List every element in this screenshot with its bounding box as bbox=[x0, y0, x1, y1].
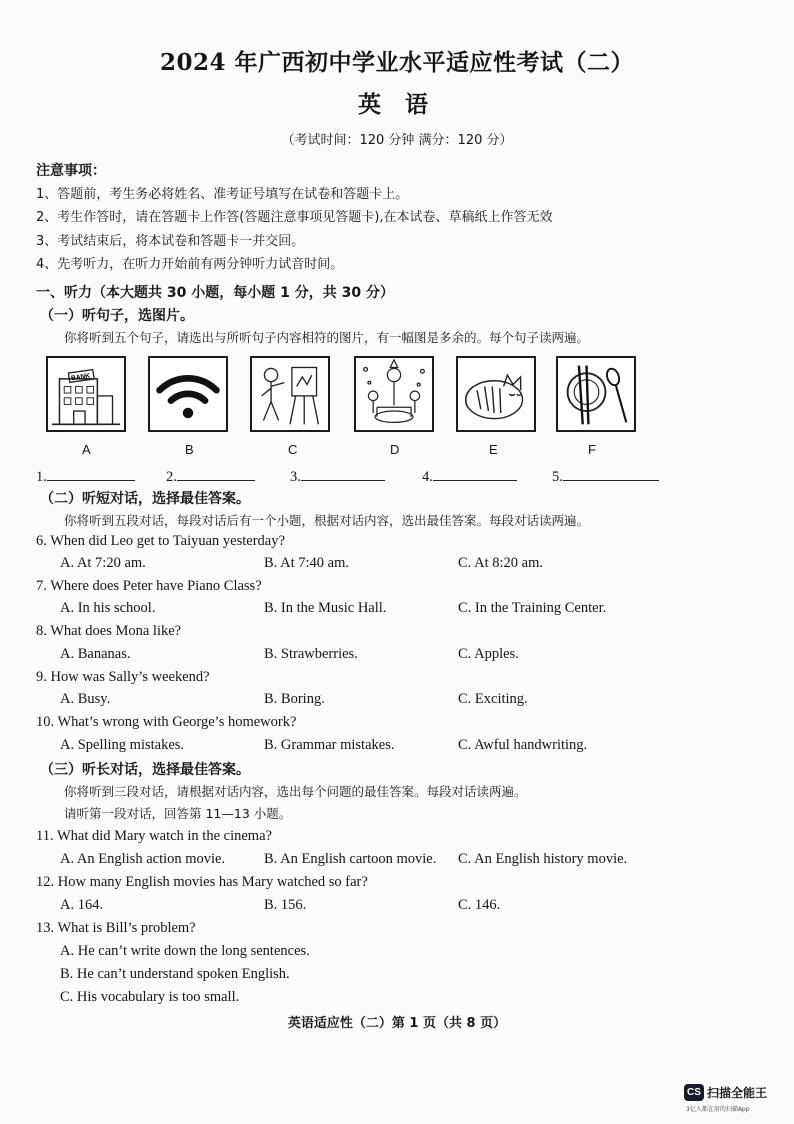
picture-e bbox=[456, 356, 536, 432]
page-footer: 英语适应性（二）第 1 页（共 8 页） bbox=[287, 1016, 507, 1031]
option-8a[interactable]: A. Bananas. bbox=[60, 646, 131, 662]
option-8b[interactable]: B. Strawberries. bbox=[264, 646, 358, 662]
subject-title: 英 语 bbox=[357, 91, 436, 118]
picture-b bbox=[148, 356, 228, 432]
cs-logo-icon: CS bbox=[684, 1084, 704, 1101]
notice-item: 4、先考听力，在听力开始前有两分钟听力试音时间。 bbox=[36, 257, 344, 272]
party-icon bbox=[356, 358, 432, 430]
option-11b[interactable]: B. An English cartoon movie. bbox=[264, 851, 437, 867]
picture-label-c: C bbox=[288, 442, 298, 457]
answer-blank-4[interactable]: 4. bbox=[422, 466, 517, 486]
part1-heading: （一）听句子，选图片。 bbox=[40, 308, 194, 324]
picture-label-f: F bbox=[588, 442, 596, 457]
question-13: 13. What is Bill’s problem? bbox=[36, 920, 196, 936]
part2-instruction: 你将听到五段对话，每段对话后有一个小题，根据对话内容，选出最佳答案。每段对话读两遍。 bbox=[64, 513, 590, 528]
option-11c[interactable]: C. An English history movie. bbox=[458, 851, 628, 867]
answer-blank-1[interactable]: 1. bbox=[36, 466, 135, 486]
notice-item: 2、考生作答时，请在答题卡上作答(答题注意事项见答题卡),在本试卷、草稿纸上作答无效 bbox=[36, 210, 553, 225]
part1-instruction: 你将听到五个句子，请选出与所听句子内容相符的图片，有一幅图是多余的。每个句子读两遍。 bbox=[64, 330, 590, 345]
part3-instruction: 你将听到三段对话，请根据对话内容，选出每个问题的最佳答案。每段对话读两遍。 bbox=[64, 784, 527, 799]
option-13a[interactable]: A. He can’t write down the long sentences. bbox=[60, 943, 310, 959]
option-6b[interactable]: B. At 7:40 am. bbox=[264, 555, 349, 571]
option-6c[interactable]: C. At 8:20 am. bbox=[458, 555, 543, 571]
wifi-icon bbox=[150, 358, 226, 430]
question-8: 8. What does Mona like? bbox=[36, 623, 182, 639]
option-13b[interactable]: B. He can’t understand spoken English. bbox=[60, 966, 290, 982]
question-9: 9. How was Sally’s weekend? bbox=[36, 669, 210, 685]
picture-f bbox=[556, 356, 636, 432]
picture-label-e: E bbox=[489, 442, 498, 457]
chopsticks-spoon-icon bbox=[558, 358, 634, 430]
exam-info: （考试时间：120 分钟 满分：120 分） bbox=[281, 133, 513, 148]
part3-heading: （三）听长对话，选择最佳答案。 bbox=[40, 762, 250, 778]
option-11a[interactable]: A. An English action movie. bbox=[60, 851, 226, 867]
option-10c[interactable]: C. Awful handwriting. bbox=[458, 737, 588, 753]
notice-item: 3、考试结束后，将本试卷和答题卡一并交回。 bbox=[36, 234, 305, 249]
option-7a[interactable]: A. In his school. bbox=[60, 600, 156, 616]
question-7: 7. Where does Peter have Piano Class? bbox=[36, 578, 262, 594]
bank-sign: BANK bbox=[70, 372, 91, 383]
option-12c[interactable]: C. 146. bbox=[458, 897, 501, 913]
question-11: 11. What did Mary watch in the cinema? bbox=[36, 828, 272, 844]
option-9b[interactable]: B. Boring. bbox=[264, 691, 325, 707]
building-icon bbox=[48, 358, 124, 430]
question-6: 6. When did Leo get to Taiyuan yesterday? bbox=[36, 533, 285, 549]
section-heading: 一、听力（本大题共 30 小题，每小题 1 分，共 30 分） bbox=[36, 285, 394, 301]
painter-icon bbox=[252, 358, 328, 430]
option-13c[interactable]: C. His vocabulary is too small. bbox=[60, 989, 240, 1005]
option-12b[interactable]: B. 156. bbox=[264, 897, 307, 913]
question-12: 12. How many English movies has Mary watched so far? bbox=[36, 874, 368, 890]
sleeping-cat-icon bbox=[458, 358, 534, 430]
scanner-tagline: 3亿人都在用的扫描App bbox=[686, 1106, 750, 1113]
option-9a[interactable]: A. Busy. bbox=[60, 691, 111, 707]
option-12a[interactable]: A. 164. bbox=[60, 897, 104, 913]
part2-heading: （二）听短对话，选择最佳答案。 bbox=[40, 491, 250, 507]
picture-a bbox=[46, 356, 126, 432]
question-10: 10. What’s wrong with George’s homework? bbox=[36, 714, 297, 730]
option-10b[interactable]: B. Grammar mistakes. bbox=[264, 737, 395, 753]
notice-item: 1、答题前，考生务必将姓名、准考证号填写在试卷和答题卡上。 bbox=[36, 187, 409, 202]
option-9c[interactable]: C. Exciting. bbox=[458, 691, 528, 707]
notice-heading: 注意事项： bbox=[36, 163, 106, 179]
option-6a[interactable]: A. At 7:20 am. bbox=[60, 555, 146, 571]
answer-blank-3[interactable]: 3. bbox=[290, 466, 385, 486]
exam-title: 2024 年广西初中学业水平适应性考试（二） bbox=[159, 49, 635, 76]
picture-d bbox=[354, 356, 434, 432]
picture-label-d: D bbox=[390, 442, 400, 457]
option-7b[interactable]: B. In the Music Hall. bbox=[264, 600, 387, 616]
option-8c[interactable]: C. Apples. bbox=[458, 646, 519, 662]
answer-blank-2[interactable]: 2. bbox=[166, 466, 255, 486]
scanner-app-name: 扫描全能王 bbox=[707, 1086, 768, 1100]
picture-c bbox=[250, 356, 330, 432]
scanner-logo bbox=[684, 1082, 767, 1101]
part3-sub-instruction: 请听第一段对话，回答第 11—13 小题。 bbox=[64, 806, 292, 821]
picture-label-b: B bbox=[185, 442, 194, 457]
option-7c[interactable]: C. In the Training Center. bbox=[458, 600, 607, 616]
option-10a[interactable]: A. Spelling mistakes. bbox=[60, 737, 185, 753]
picture-label-a: A bbox=[82, 442, 91, 457]
answer-blank-5[interactable]: 5. bbox=[552, 466, 659, 486]
